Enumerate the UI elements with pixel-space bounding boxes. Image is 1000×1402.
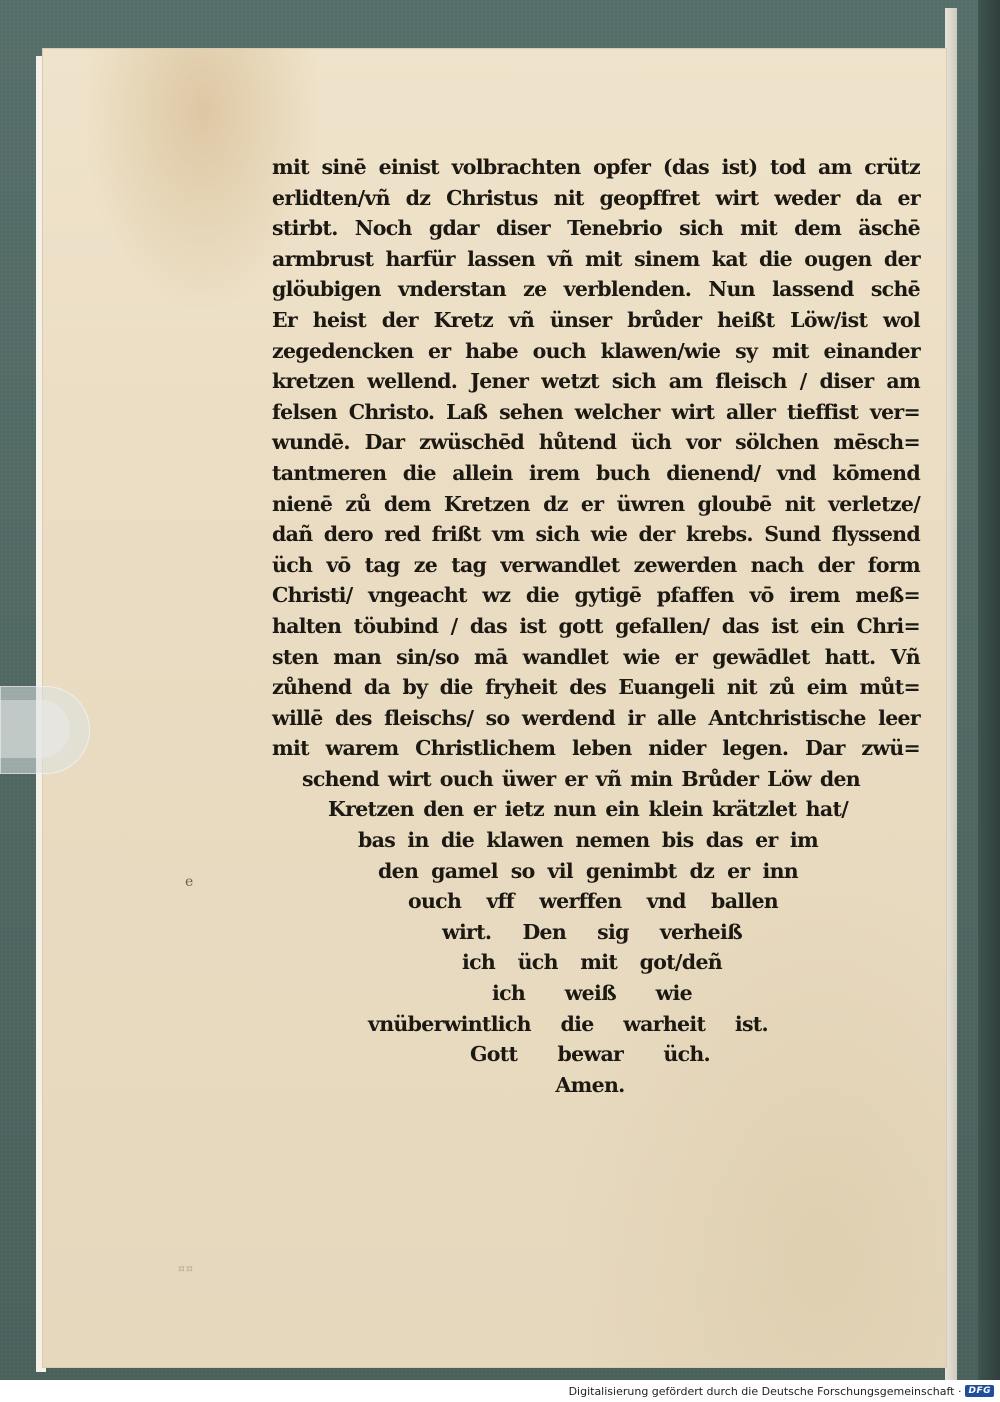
page-text (272, 152, 920, 1100)
tail-line: schend wirt ouch üwer er vñ min Brůder Löw den (302, 766, 860, 791)
text-line: glöubigen vnderstan ze verblenden. Nun lassend schē (272, 277, 920, 302)
plastic-tab-inner (0, 700, 70, 758)
tail-line: wirt. Den sig verheiß (442, 919, 742, 944)
tail-line: vnüberwintlich die warheit ist. (368, 1011, 768, 1036)
text-line: willē des fleischs/ so werdend ir alle Antchristische leer (272, 705, 920, 730)
text-line: erlidten/vñ dz Christus nit geopffret wirt weder da er (272, 185, 920, 210)
tail-line: Gott bewar üch. (470, 1042, 710, 1067)
tail-line: bas in die klawen nemen bis das er im (358, 828, 818, 853)
text-line: dañ dero red frißt vm sich wie der krebs. Sund flyssend (272, 522, 920, 547)
credit-text: Digitalisierung gefördert durch die Deutsche Forschungsgemeinschaft · (568, 1384, 962, 1398)
text-line: stirbt. Noch gdar diser Tenebrio sich mit dem äschē (272, 216, 920, 241)
text-line: felsen Christo. Laß sehen welcher wirt aller tieffist ver= (272, 399, 920, 424)
board-edge (978, 0, 1000, 1380)
text-line: zůhend da by die fryheit des Euangeli nit zů eim můt= (272, 675, 920, 700)
text-line: armbrust harfür lassen vñ mit sinem kat die ougen der (272, 246, 920, 271)
text-line: wundē. Dar zwüschēd hůtend üch vor sölchen mēsch= (272, 430, 920, 455)
text-line: sten man sin/so mā wandlet wie er gewādlet hatt. Vñ (272, 644, 920, 669)
margin-mark: e (185, 874, 194, 890)
text-line: üch vō tag ze tag verwandlet zewerden nach der form (272, 552, 920, 577)
text-line: nienē zů dem Kretzen dz er üwren gloubē nit verletze/ (272, 491, 920, 516)
tail-line: ich üch mit got/deñ (462, 950, 722, 975)
tail-line: den gamel so vil genimbt dz er inn (378, 858, 798, 883)
text-line: tantmeren die allein irem buch dienend/ vnd kōmend (272, 460, 920, 485)
faint-stamp: ¤¤ (178, 1262, 194, 1275)
text-line: mit sinē einist volbrachten opfer (das ist) tod am crütz (272, 155, 920, 179)
tail-line: Kretzen den er ietz nun ein klein krätzlet hat/ (328, 797, 848, 822)
dfg-logo: DFG (965, 1385, 994, 1397)
text-line: kretzen wellend. Jener wetzt sich am fleisch / diser am (272, 369, 920, 394)
text-line: halten töubind / das ist gott gefallen/ das ist ein Chri= (272, 613, 920, 638)
text-line: zegedencken er habe ouch klawen/wie sy mit einander (272, 338, 920, 363)
text-line: Er heist der Kretz vñ ünser brůder heißt Löw/ist wol (272, 307, 920, 332)
digitization-credit (569, 1380, 994, 1402)
closing-amen: Amen. (555, 1072, 625, 1097)
tail-line: ich weiß wie (492, 981, 692, 1006)
text-line: mit warem Christlichem leben nider legen. Dar zwü= (272, 736, 920, 761)
text-line: Christi/ vngeacht wz die gytigē pfaffen vō irem meß= (272, 583, 920, 608)
tail-line: ouch vff werffen vnd ballen (408, 889, 778, 914)
